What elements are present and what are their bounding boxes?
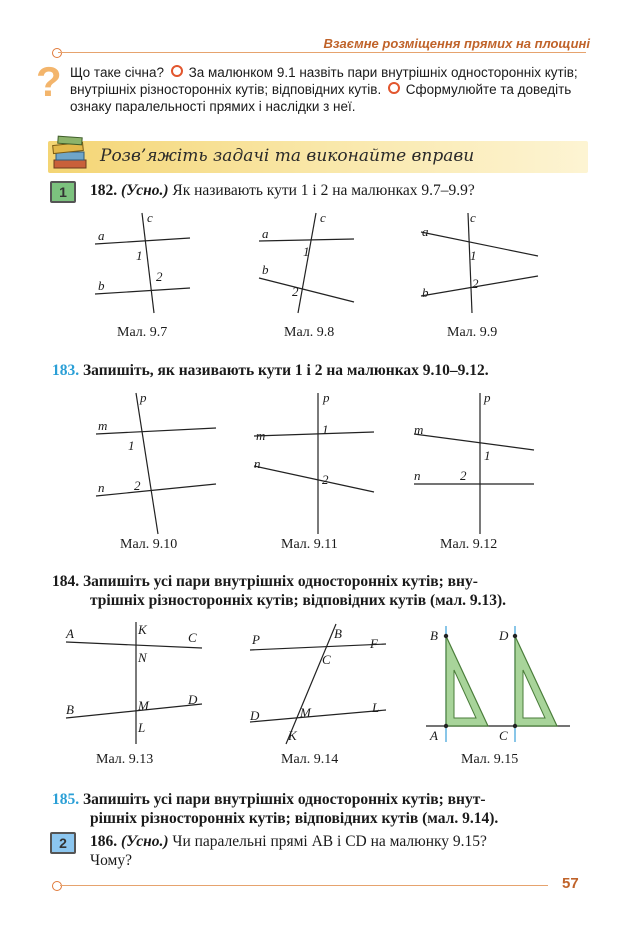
page-number: 57 — [562, 875, 579, 892]
line-a — [259, 239, 354, 241]
header-bullet-icon — [52, 48, 62, 58]
label-b: b — [98, 278, 105, 293]
figure-9-8 — [254, 208, 364, 318]
angle-1: 1 — [136, 248, 143, 263]
point-A — [444, 724, 448, 728]
label-n: n — [98, 480, 105, 495]
task-183 — [52, 361, 592, 380]
label-F: F — [370, 636, 378, 651]
line-m — [254, 432, 374, 436]
angle-1: 1 — [128, 438, 135, 453]
task-number: 185. — [52, 791, 80, 808]
label-b: b — [262, 262, 269, 277]
section-header: Взаємне розміщення прямих на площині — [323, 36, 590, 51]
label-K: K — [138, 622, 147, 637]
line-c — [468, 213, 472, 313]
angle-1: 1 — [484, 448, 491, 463]
line-BK — [286, 624, 336, 744]
label-a: a — [422, 224, 429, 239]
figure-9-11 — [250, 388, 380, 538]
label-m: m — [414, 422, 424, 437]
label-A: A — [66, 626, 74, 641]
level-1-badge: 1 — [50, 181, 76, 203]
line-b — [259, 278, 354, 302]
label-C: C — [188, 630, 197, 645]
angle-2: 2 — [134, 478, 141, 493]
label-P: P — [252, 632, 260, 647]
question-3: Сформулюйте та доведіть ознаку паралельності прямих і наслідки з неї. — [70, 82, 572, 114]
line-c — [298, 213, 316, 313]
caption-9-11: Мал. 9.11 — [281, 537, 338, 552]
label-B: B — [334, 626, 342, 641]
label-m: m — [98, 418, 108, 433]
figure-9-13 — [62, 618, 212, 748]
label-p: p — [323, 390, 330, 405]
task-number: 183. — [52, 362, 80, 379]
task-text-line-1: Чи паралельні прямі AB і CD на малюнку 9.15? — [172, 833, 487, 850]
label-A: A — [430, 728, 438, 743]
task-text-line-2: рішніх різносторонніх кутів; відповідних кутів (мал. 9.14). — [90, 810, 499, 827]
angle-2: 2 — [156, 269, 163, 284]
angle-2: 2 — [460, 468, 467, 483]
footer-rule — [60, 885, 548, 886]
label-D: D — [499, 628, 509, 643]
caption-9-10: Мал. 9.10 — [120, 537, 178, 552]
figure-9-9 — [416, 208, 546, 318]
task-note: (Усно.) — [121, 833, 169, 850]
line-a — [95, 238, 190, 244]
header-rule — [58, 52, 586, 53]
line-n — [254, 466, 374, 492]
task-text-line-1: Запишіть усі пари внутрішніх односторонніх кутів; вну- — [83, 573, 478, 590]
task-number: 186. — [90, 833, 118, 850]
line-PF — [250, 644, 386, 650]
label-c: c — [147, 210, 153, 225]
line-b — [421, 276, 538, 296]
label-n: n — [414, 468, 421, 483]
label-c: c — [320, 210, 326, 225]
label-N: N — [138, 650, 147, 665]
label-a: a — [262, 226, 269, 241]
line-m — [414, 434, 534, 450]
label-b: b — [422, 285, 429, 300]
label-a: a — [98, 228, 105, 243]
caption-9-14: Мал. 9.14 — [281, 752, 339, 767]
label-D: D — [250, 708, 260, 723]
label-C: C — [322, 652, 331, 667]
task-number: 182. — [90, 182, 118, 199]
task-number: 184. — [52, 573, 80, 590]
label-B: B — [430, 628, 438, 643]
label-B: B — [66, 702, 74, 717]
books-icon — [50, 134, 90, 174]
figure-9-14 — [244, 618, 394, 748]
banner-title: Розв’яжіть задачі та виконайте вправи — [100, 146, 475, 166]
label-p: p — [140, 390, 147, 405]
angle-2: 2 — [322, 472, 329, 487]
angle-2: 2 — [472, 276, 479, 291]
question-mark-icon: ? — [36, 58, 62, 105]
angle-1: 1 — [303, 244, 310, 259]
task-text-line-2: трішніх різносторонніх кутів; відповідних кутів (мал. 9.13). — [90, 592, 507, 609]
caption-9-9: Мал. 9.9 — [447, 325, 498, 340]
label-m: m — [256, 428, 266, 443]
label-M: M — [138, 698, 149, 713]
task-text-line-1: Запишіть усі пари внутрішніх односторонніх кутів; внут- — [83, 791, 486, 808]
label-C: C — [499, 728, 508, 743]
level-2-badge: 2 — [50, 832, 76, 854]
task-182 — [90, 181, 590, 200]
caption-9-12: Мал. 9.12 — [440, 537, 498, 552]
review-questions — [70, 64, 588, 115]
line-b — [95, 288, 190, 294]
label-D: D — [188, 692, 198, 707]
figure-9-10 — [92, 388, 222, 538]
line-p — [136, 393, 158, 534]
line-DL — [250, 710, 386, 722]
label-n: n — [254, 456, 261, 471]
task-text: Як називають кути 1 і 2 на малюнках 9.7–9.9? — [172, 182, 475, 199]
label-K: K — [288, 728, 297, 743]
line-AC — [66, 642, 202, 648]
task-184 — [52, 572, 592, 610]
angle-1: 1 — [470, 248, 477, 263]
point-D — [513, 634, 517, 638]
figure-9-12 — [410, 388, 540, 538]
line-m — [96, 428, 216, 434]
label-c: c — [470, 210, 476, 225]
line-BD — [66, 704, 202, 718]
label-L: L — [372, 700, 380, 715]
figure-9-7 — [90, 208, 200, 318]
label-M: M — [300, 705, 311, 720]
caption-9-8: Мал. 9.8 — [284, 325, 335, 340]
angle-1: 1 — [322, 422, 329, 437]
bullet-circle-icon — [388, 82, 400, 94]
caption-9-13: Мал. 9.13 — [96, 752, 154, 767]
point-B — [444, 634, 448, 638]
footer-bullet-icon — [52, 881, 62, 891]
figure-9-15 — [420, 622, 580, 746]
point-C — [513, 724, 517, 728]
task-note: (Усно.) — [121, 182, 169, 199]
task-text-line-2: Чому? — [90, 852, 132, 869]
task-text: Запишіть, як називають кути 1 і 2 на малюнках 9.10–9.12. — [83, 362, 489, 379]
angle-2: 2 — [292, 284, 299, 299]
line-n — [96, 484, 216, 496]
label-p: p — [484, 390, 491, 405]
bullet-circle-icon — [171, 65, 183, 77]
label-L: L — [138, 720, 146, 735]
line-c — [142, 213, 154, 313]
caption-9-7: Мал. 9.7 — [117, 325, 168, 340]
line-a — [421, 232, 538, 256]
caption-9-15: Мал. 9.15 — [461, 752, 519, 767]
task-185 — [52, 790, 592, 828]
question-2: За малюнком 9.1 назвіть пари внутрішніх односторонніх кутів; внутрішніх різносторонніх кутів; відповідних кутів. — [70, 65, 578, 97]
task-186 — [90, 832, 590, 870]
question-1: Що таке січна? — [70, 65, 165, 80]
